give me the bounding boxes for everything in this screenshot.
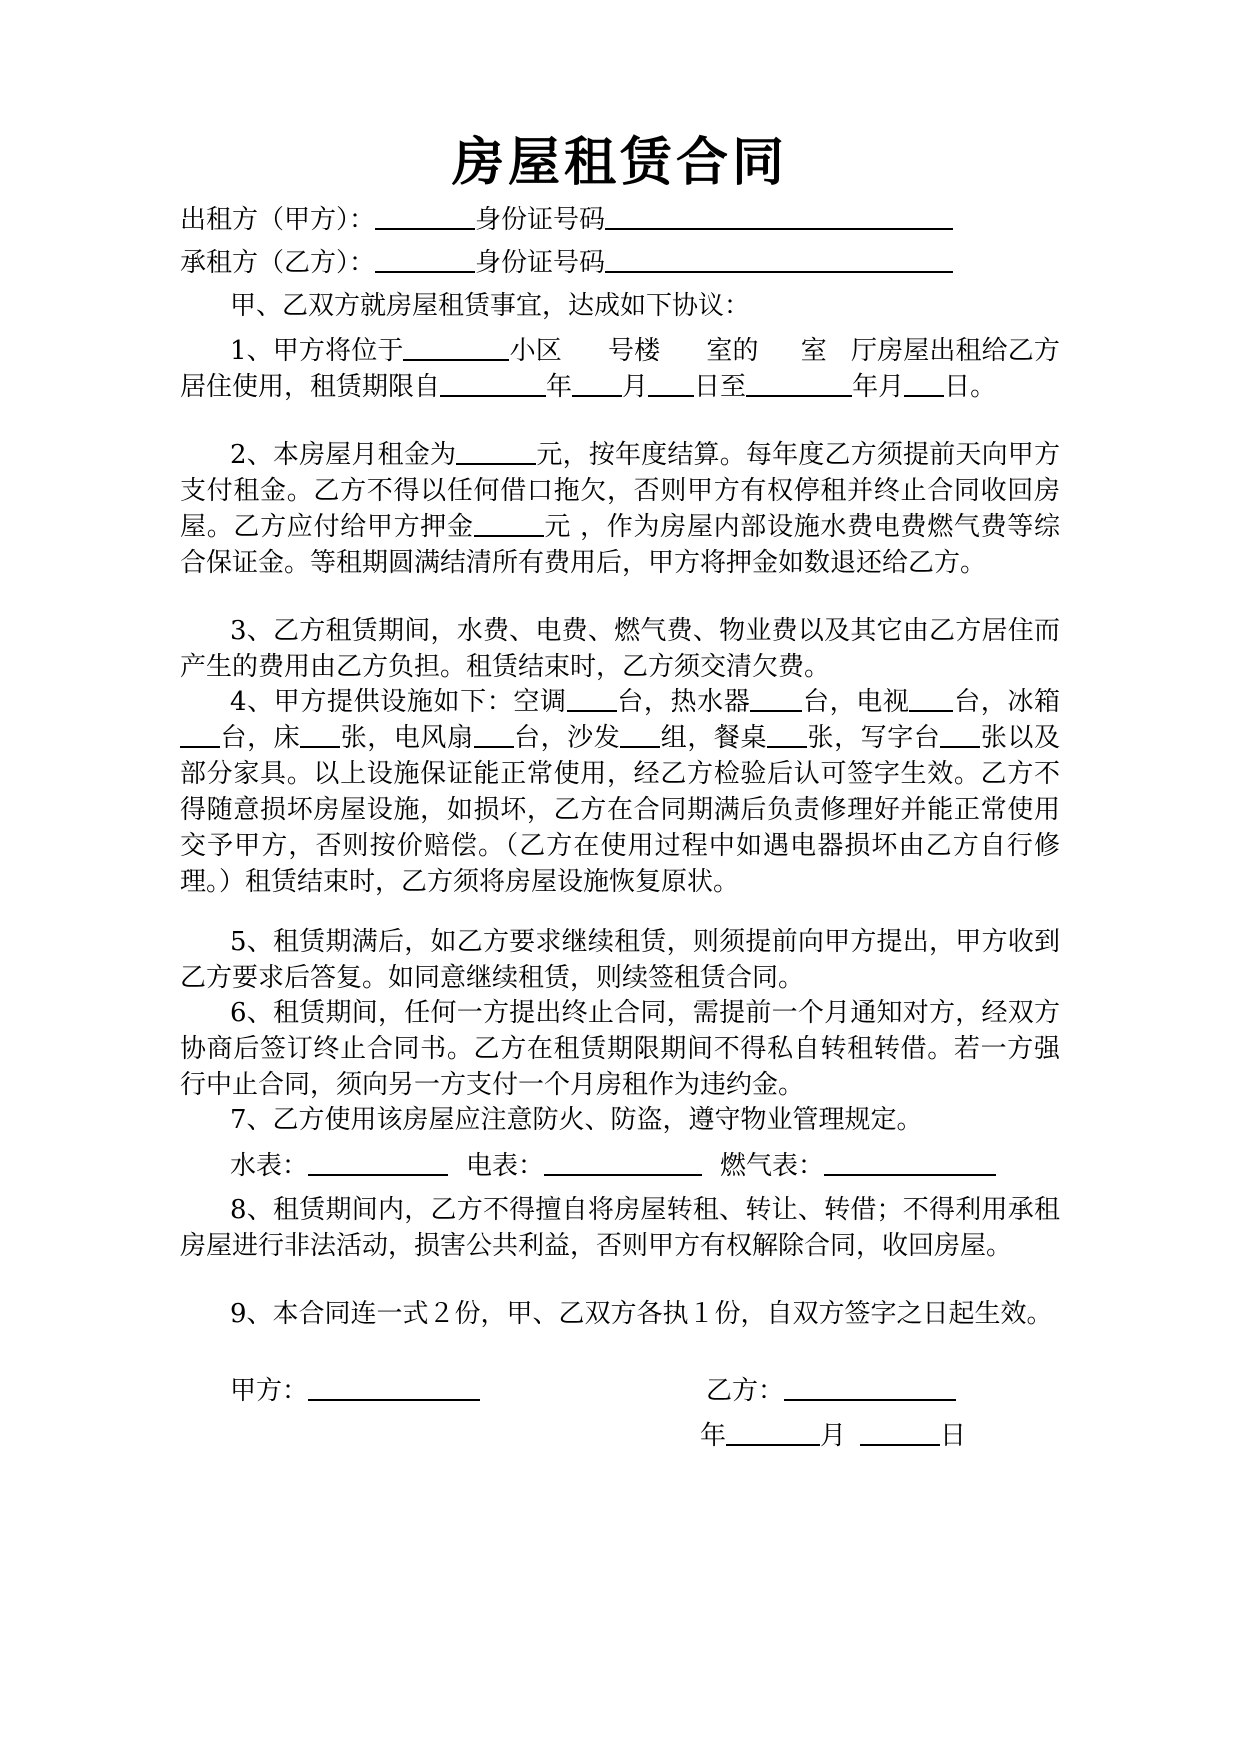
clause-1 xyxy=(180,333,1060,405)
clause-1-text: 室的 xyxy=(706,336,759,366)
party-b-id-label: 身份证号码 xyxy=(475,248,606,278)
clause-2-text: 2、本房屋月租金为 xyxy=(230,440,457,470)
party-a-name-field[interactable] xyxy=(375,202,475,230)
clause-2-text: 元 ，作为房屋内部设施水费电费燃气费等综合保证金。等租期圆满结清所有费用后，甲方将押金如数退还给乙方。 xyxy=(180,512,1060,578)
party-b-signature-label: 乙方： xyxy=(706,1376,785,1406)
start-year-field[interactable] xyxy=(440,369,546,397)
party-a-signature-field[interactable] xyxy=(308,1373,480,1401)
clause-1-text: 年 xyxy=(852,372,879,402)
clause-8: 8、租赁期间内，乙方不得擅自将房屋转租、转让、转借；不得利用承租房屋进行非法活动，损害公共利益，否则甲方有权解除合同，收回房屋。 xyxy=(180,1195,1060,1261)
clause-7: 7、乙方使用该房屋应注意防火、防盗，遵守物业管理规定。 xyxy=(230,1105,923,1135)
start-month-field[interactable] xyxy=(572,369,622,397)
date-year-label: 年 xyxy=(700,1421,727,1451)
electric-meter-label: 电表： xyxy=(466,1151,545,1181)
start-day-field[interactable] xyxy=(648,369,694,397)
party-b-label: 承租方（乙方）： xyxy=(180,248,376,278)
clause-4-text: 台，电视 xyxy=(802,687,910,717)
water-meter-label: 水表： xyxy=(230,1151,309,1181)
clause-4-text: 张，写字台 xyxy=(807,723,941,753)
clause-1-text: 月 xyxy=(878,372,905,402)
clause-4-text: 台，沙发 xyxy=(513,723,621,753)
clause-1-text: 月 xyxy=(622,372,649,402)
party-b-signature xyxy=(706,1373,1006,1409)
clause-1-text: 号楼 xyxy=(607,336,661,366)
gas-meter-field[interactable] xyxy=(824,1148,996,1176)
party-a-id-field[interactable] xyxy=(605,202,953,230)
ac-count-field[interactable] xyxy=(567,684,617,712)
electric-meter-field[interactable] xyxy=(544,1148,702,1176)
party-a-id-label: 身份证号码 xyxy=(475,205,606,235)
water-heater-count-field[interactable] xyxy=(750,684,802,712)
date-month-label: 月 xyxy=(820,1421,847,1451)
gas-meter-label: 燃气表： xyxy=(720,1151,825,1181)
clause-9: 9、本合同连一式２份，甲、乙双方各执１份，自双方签字之日起生效。 xyxy=(230,1299,1053,1329)
party-b-id-field[interactable] xyxy=(605,245,953,273)
location-field[interactable] xyxy=(403,333,509,361)
clause-4 xyxy=(180,684,1060,900)
party-a-label: 出租方（甲方）： xyxy=(180,205,376,235)
clause-4-text: 张，电风扇 xyxy=(340,723,474,753)
sign-month-field[interactable] xyxy=(860,1418,940,1446)
clause-4-text: 台，床 xyxy=(220,723,301,753)
clause-1-text: 日。 xyxy=(944,372,997,402)
clause-4-text: 台，冰箱 xyxy=(953,687,1060,717)
party-b-signature-field[interactable] xyxy=(784,1373,956,1401)
clause-1-text: 年 xyxy=(546,372,573,402)
page-title: 房屋租赁合同 xyxy=(451,133,788,193)
clause-4-text: 台，热水器 xyxy=(616,687,751,717)
clause-1-text: 室 xyxy=(800,336,827,366)
clause-1-text: 1、甲方将位于 xyxy=(230,336,404,366)
party-a-line xyxy=(180,202,1060,238)
party-a-signature-label: 甲方： xyxy=(230,1376,309,1406)
deposit-field[interactable] xyxy=(474,509,544,537)
fan-count-field[interactable] xyxy=(474,720,514,748)
clause-3: 3、乙方租赁期间，水费、电费、燃气费、物业费以及其它由乙方居住而产生的费用由乙方负担。租赁结束时，乙方须交清欠费。 xyxy=(180,616,1060,682)
clause-2-text: 元，按年度结算。每年度乙方须提前天向甲方支付租金。乙方不得以任何借口拖欠，否则甲方有权停租并终止合同收回房屋。乙方应付给甲方押金 xyxy=(180,440,1060,542)
fridge-count-field[interactable] xyxy=(180,720,220,748)
clause-2 xyxy=(180,437,1060,581)
water-meter-field[interactable] xyxy=(308,1148,448,1176)
sofa-count-field[interactable] xyxy=(620,720,660,748)
party-a-signature xyxy=(230,1373,530,1409)
clause-1-text: 厅房屋出租给乙方居住使用，租赁期限自 xyxy=(180,336,1060,402)
clause-4-text: 4、甲方提供设施如下：空调 xyxy=(230,687,567,717)
date-day-label: 日 xyxy=(940,1421,967,1451)
tv-count-field[interactable] xyxy=(909,684,953,712)
intro-text: 甲、乙双方就房屋租赁事宜，达成如下协议： xyxy=(230,291,751,321)
signature-date xyxy=(700,1418,1020,1454)
table-count-field[interactable] xyxy=(767,720,807,748)
end-month-field[interactable] xyxy=(904,369,944,397)
party-b-name-field[interactable] xyxy=(375,245,475,273)
monthly-rent-field[interactable] xyxy=(456,437,536,465)
clause-4-text: 组，餐桌 xyxy=(660,723,767,753)
sign-year-field[interactable] xyxy=(726,1418,820,1446)
clause-5: 5、租赁期满后，如乙方要求继续租赁，则须提前向甲方提出，甲方收到乙方要求后答复。如同意继续租赁，则续签租赁合同。 xyxy=(180,927,1060,993)
clause-1-text: 小区 xyxy=(509,336,562,366)
clause-1-text: 日至 xyxy=(694,372,747,402)
clause-6: 6、租赁期间，任何一方提出终止合同，需提前一个月通知对方，经双方协商后签订终止合同书。乙方在租赁期限期间不得私自转租转借。若一方强行中止合同，须向另一方支付一个月房租作为违约金。 xyxy=(180,998,1060,1100)
party-b-line xyxy=(180,245,1060,281)
clause-4-text: 张以及部分家具。以上设施保证能正常使用，经乙方检验后认可签字生效。乙方不得随意损坏房屋设施，如损坏，乙方在合同期满后负责修理好并能正常使用交予甲方，否则按价赔偿。（乙方在使用过程中如遇电器损坏由乙方自行修理。）租赁结束时，乙方须将房屋设施恢复原状。 xyxy=(180,723,1060,897)
desk-count-field[interactable] xyxy=(940,720,980,748)
bed-count-field[interactable] xyxy=(300,720,340,748)
end-year-field[interactable] xyxy=(746,369,852,397)
meters-line xyxy=(230,1148,1110,1184)
